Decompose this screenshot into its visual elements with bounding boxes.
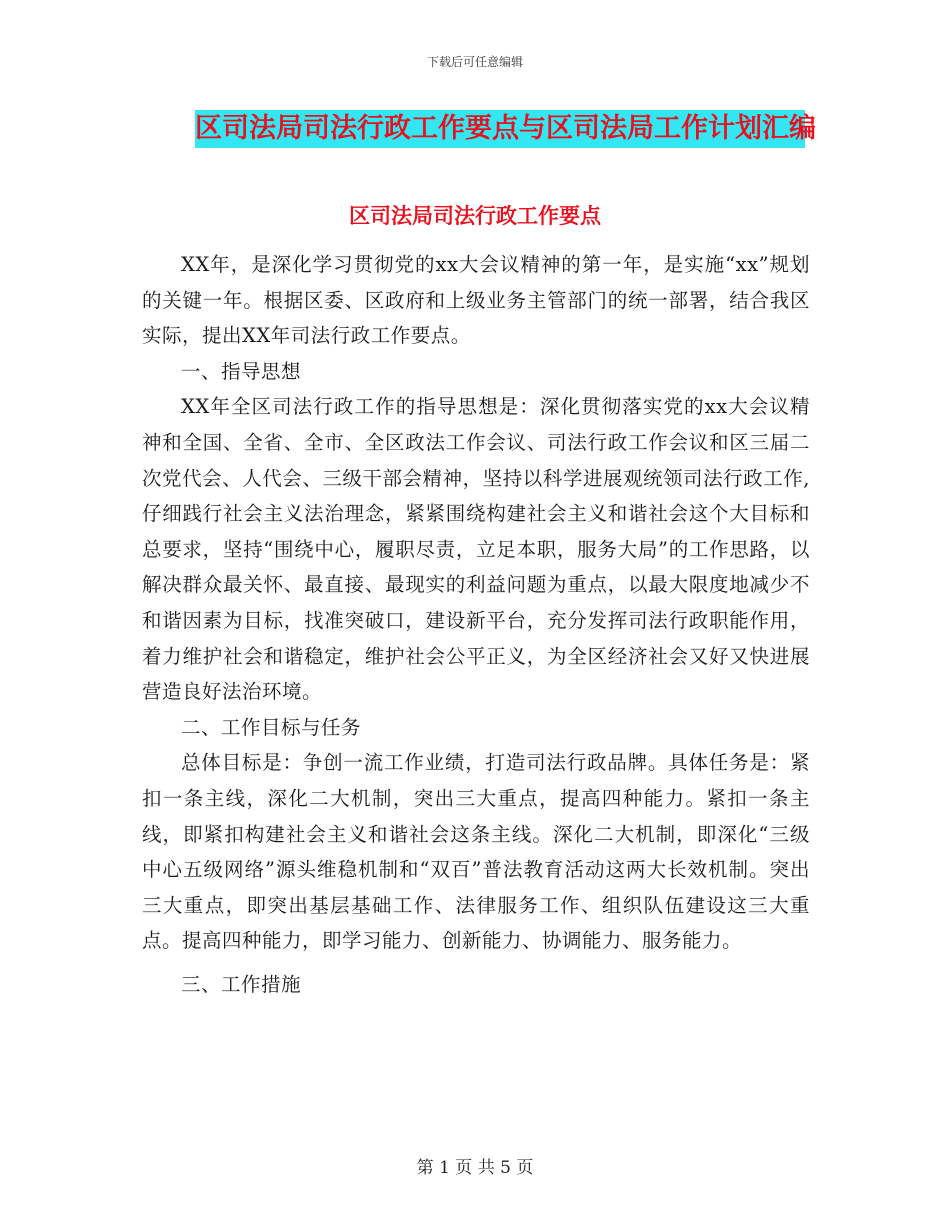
paragraph-intro: XX年，是深化学习贯彻党的xx大会议精神的第一年，是实施“xx”规划的关键一年。根据区委、区政府和上级业务主管部门的统一部署，结合我区实际，提出XX年司法行政工作要点。 (142, 253, 810, 348)
paragraph-guiding-ideology: XX年全区司法行政工作的指导思想是：深化贯彻落实党的xx大会议精神和全国、全省、全市、全区政法工作会议、司法行政工作会议和区三届二次党代会、人代会、三级干部会精神，坚持以科学进展观统领司法行政工作,仔细践行社会主义法治理念，紧紧围绕构建社会主义和谐社会这个大目标和总要求，坚持“围绕中心，履职尽责，立足本职，服务大局”的工作思路，以解决群众最关怀、最直接、最现实的利益问题为重点，以最大限度地减少不和谐因素为目标，找准突破口，建设新平台，充分发挥司法行政职能作用，着力维护社会和谐稳定，维护社会公平正义，为全区经济社会又好又快进展营造良好法治环境。 (142, 395, 810, 704)
heading-guiding-ideology: 一、指导思想 (181, 359, 302, 383)
section-title: 区司法局司法行政工作要点 (349, 204, 601, 228)
paragraph-goals-tasks: 总体目标是：争创一流工作业绩，打造司法行政品牌。具体任务是：紧扣一条主线，深化二大机制，突出三大重点，提高四种能力。紧扣一条主线，即紧扣构建社会主义和谐社会这条主线。深化二大机制，即深化“三级中心五级网络”源头维稳机制和“双百”普法教育活动这两大长效机制。突出三大重点，即突出基层基础工作、法律服务工作、组织队伍建设这三大重点。提高四种能力，即学习能力、创新能力、协调能力、服务能力。 (142, 751, 810, 953)
heading-work-measures: 三、工作措施 (181, 972, 302, 996)
heading-goals-tasks: 二、工作目标与任务 (181, 715, 362, 739)
page-number: 第 1 页 共 5 页 (416, 1158, 534, 1178)
document-body (142, 247, 810, 1002)
document-main-title: 区司法局司法行政工作要点与区司法局工作计划汇编 (195, 110, 805, 148)
page-header-note: 下载后可任意编辑 (426, 55, 523, 69)
